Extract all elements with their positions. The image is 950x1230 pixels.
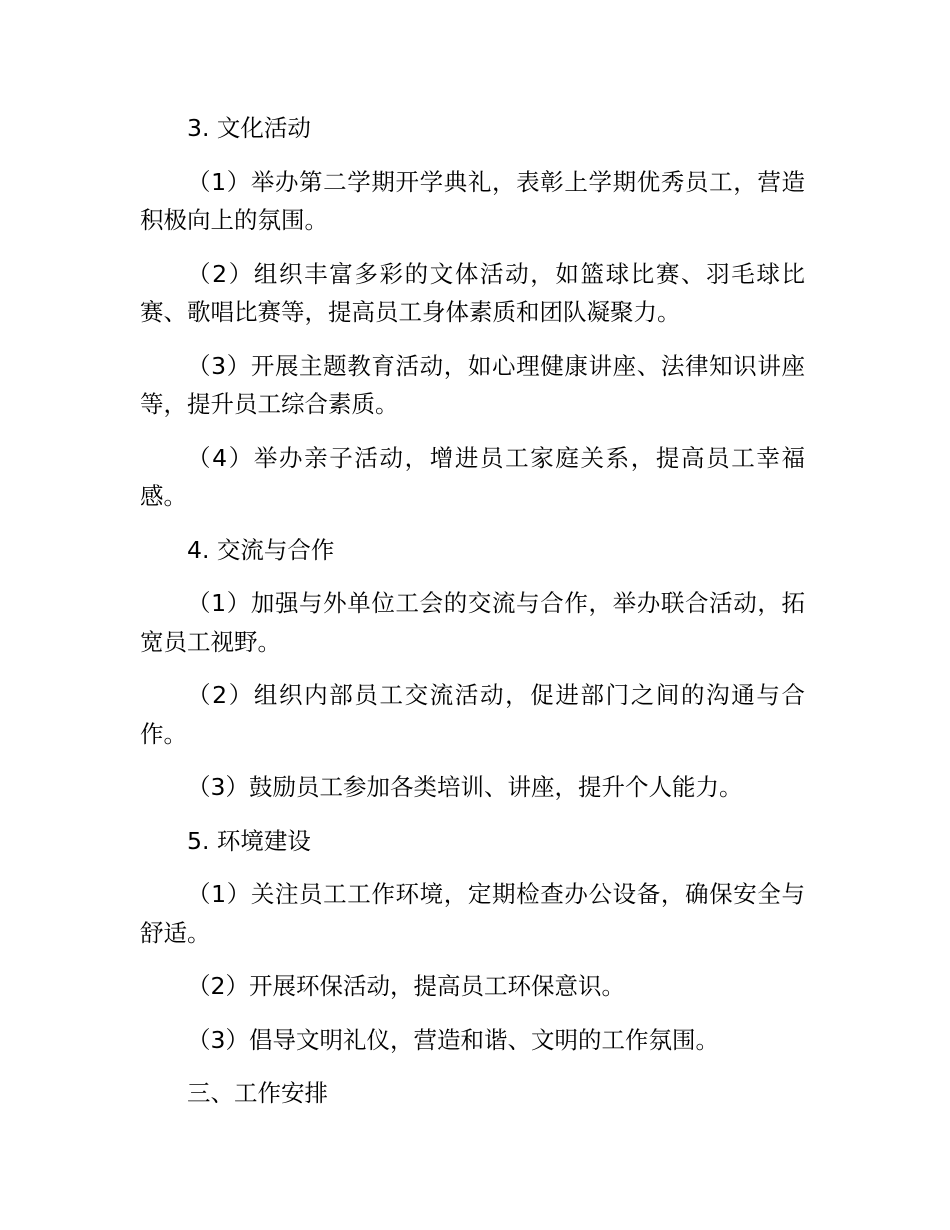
section-heading-environment: 5. 环境建设 xyxy=(187,826,311,855)
paragraph-environmental-activities: （2）开展环保活动，提高员工环保意识。 xyxy=(187,972,625,1000)
paragraph-civility: （3）倡导文明礼仪，营造和谐、文明的工作氛围。 xyxy=(187,1025,719,1054)
section-heading-cultural-activities: 3. 文化活动 xyxy=(187,114,311,142)
paragraph-theme-education: （3）开展主题教育活动，如心理健康讲座、法律知识讲座等，提升员工综合素质。 xyxy=(140,351,805,418)
paragraph-external-cooperation: （1）加强与外单位工会的交流与合作，举办联合活动，拓宽员工视野。 xyxy=(140,589,805,656)
document-body xyxy=(140,109,805,1128)
paragraph-sports-activities: （2）组织丰富多彩的文体活动，如篮球比赛、羽毛球比赛、歌唱比赛等，提高员工身体素质和团队凝聚力。 xyxy=(140,259,805,326)
section-heading-work-arrangement: 三、工作安排 xyxy=(187,1079,328,1107)
paragraph-work-environment: （1）关注员工工作环境，定期检查办公设备，确保安全与舒适。 xyxy=(140,880,805,947)
section-heading-exchange-cooperation: 4. 交流与合作 xyxy=(187,535,335,564)
paragraph-opening-ceremony: （1）举办第二学期开学典礼，表彰上学期优秀员工，营造积极向上的氛围。 xyxy=(140,167,805,234)
paragraph-family-activities: （4）举办亲子活动，增进员工家庭关系，提高员工幸福感。 xyxy=(140,443,805,510)
paragraph-training: （3）鼓励员工参加各类培训、讲座，提升个人能力。 xyxy=(187,773,743,801)
paragraph-internal-exchange: （2）组织内部员工交流活动，促进部门之间的沟通与合作。 xyxy=(140,681,805,748)
